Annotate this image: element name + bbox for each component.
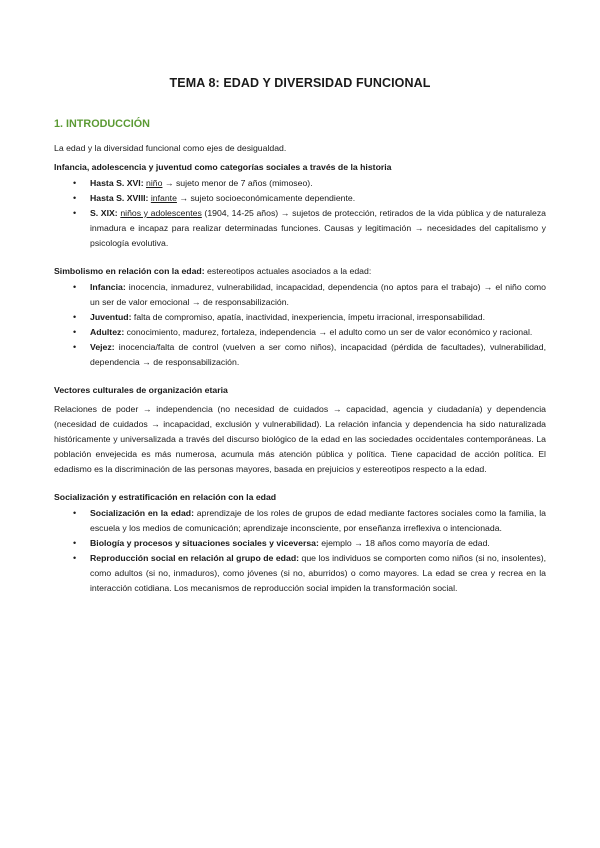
- item-label: Reproducción social en relación al grupo de edad:: [90, 553, 300, 563]
- list-item: [54, 280, 546, 310]
- bullet-icon: •: [73, 342, 77, 352]
- bullet-icon: •: [73, 508, 77, 518]
- bullet-icon: •: [73, 178, 77, 188]
- simbolismo-heading-rest: estereotipos actuales asociados a la edad:: [204, 266, 372, 276]
- bullet-icon: •: [73, 208, 77, 218]
- item-text: → sujeto menor de 7 años (mimoseo).: [162, 178, 313, 188]
- item-text: → sujeto socioeconómicamente dependiente.: [176, 193, 356, 203]
- item-text: ejemplo → 18 años como mayoría de edad.: [318, 538, 490, 548]
- subheading-socializacion: Socialización y estratificación en relación con la edad: [54, 492, 277, 502]
- list-item: [54, 506, 546, 536]
- item-label: Vejez:: [90, 342, 115, 352]
- item-label: Adultez:: [90, 327, 125, 337]
- item-label: Hasta S. XVIII:: [90, 193, 149, 203]
- bullet-icon: •: [73, 193, 77, 203]
- item-term: niños y adolescentes: [120, 208, 202, 218]
- subheading-vectores: Vectores culturales de organización etaria: [54, 385, 228, 395]
- item-label: Juventud:: [90, 312, 132, 322]
- item-text: inocencia, inmadurez, vulnerabilidad, incapacidad, dependencia (no aptos para el trabajo) → el niño como un ser de valor emocional → de responsabilización.: [90, 282, 546, 307]
- intro-paragraph: La edad y la diversidad funcional como ejes de desigualdad.: [54, 143, 287, 153]
- list-item: [54, 310, 546, 325]
- item-text: falta de compromiso, apatía, inactividad, inexperiencia, ímpetu irracional, irresponsabilidad.: [131, 312, 485, 322]
- page-title: TEMA 8: EDAD Y DIVERSIDAD FUNCIONAL: [169, 76, 431, 90]
- item-text: aprendizaje de los roles de grupos de edad mediante factores sociales como la familia, la escuela y los medios de comunicación; aprendizaje inconsciente, por enseñanza irreflexiva o intencionada.: [90, 508, 546, 533]
- item-text: inocencia/falta de control (vuelven a ser como niños), incapacidad (pérdida de facultades), vulnerabilidad, dependencia → de responsabilización.: [90, 342, 546, 367]
- item-text: que los individuos se comporten como niños (si no, insolentes), como adultos (si no, inmaduros), como jóvenes (si no, aburridos) o como mayores. La edad se crea y recrea en la interacción cotidiana. Los mecanismos de reproducción social impiden la transformación social.: [90, 553, 546, 593]
- bullet-icon: •: [73, 327, 77, 337]
- list-item: [54, 536, 546, 551]
- list-item: [54, 176, 546, 191]
- item-text: (1904, 14-25 años) → sujetos de protección, retirados de la vida pública y de naturaleza inmadura e incapaz para realizar determinadas funciones. Causas y legitimación → necesidades del capitalismo y psicología evolutiva.: [90, 208, 546, 248]
- bullet-icon: •: [73, 282, 77, 292]
- subheading-infancia: Infancia, adolescencia y juventud como categorías sociales a través de la historia: [54, 162, 392, 172]
- item-label: Hasta S. XVI:: [90, 178, 144, 188]
- list-item: [54, 325, 546, 340]
- vectores-paragraph: Relaciones de poder → independencia (no necesidad de cuidados → capacidad, agencia y ciudadanía) y dependencia (necesidad de cuidados → incapacidad, exclusión y vulnerabilidad). La relación infancia y dependencia ha sido naturalizada históricamente y universalizada a través del discurso biológico de la edad en las sociedades occidentales contemporáneas. La población envejecida es más numerosa, acumula más atención pública y política. Tiene capacidad de acción política. El edadismo es la discriminación de las personas mayores, basada en prejuicios y estereotipos respecto a la edad.: [54, 404, 546, 474]
- bullet-icon: •: [73, 538, 77, 548]
- list-item: [54, 551, 546, 596]
- item-label: Infancia:: [90, 282, 126, 292]
- list-item: [54, 206, 546, 251]
- list-socializacion: [54, 506, 546, 596]
- list-item: [54, 191, 546, 206]
- subheading-simbolismo: [54, 264, 546, 279]
- list-item: [54, 340, 546, 370]
- item-term: infante: [150, 193, 177, 203]
- list-simbolismo: [54, 280, 546, 370]
- section-heading-introduccion: 1. INTRODUCCIÓN: [54, 118, 150, 130]
- bullet-icon: •: [73, 553, 77, 563]
- bullet-icon: •: [73, 312, 77, 322]
- item-term: niño: [146, 178, 163, 188]
- item-label: Biología y procesos y situaciones sociales y viceversa:: [90, 538, 319, 548]
- item-label: S. XIX:: [90, 208, 118, 218]
- list-infancia: [54, 176, 546, 251]
- simbolismo-heading: Simbolismo en relación con la edad:: [54, 266, 205, 276]
- item-label: Socialización en la edad:: [90, 508, 194, 518]
- item-text: conocimiento, madurez, fortaleza, independencia → el adulto como un ser de valor económico y racional.: [124, 327, 533, 337]
